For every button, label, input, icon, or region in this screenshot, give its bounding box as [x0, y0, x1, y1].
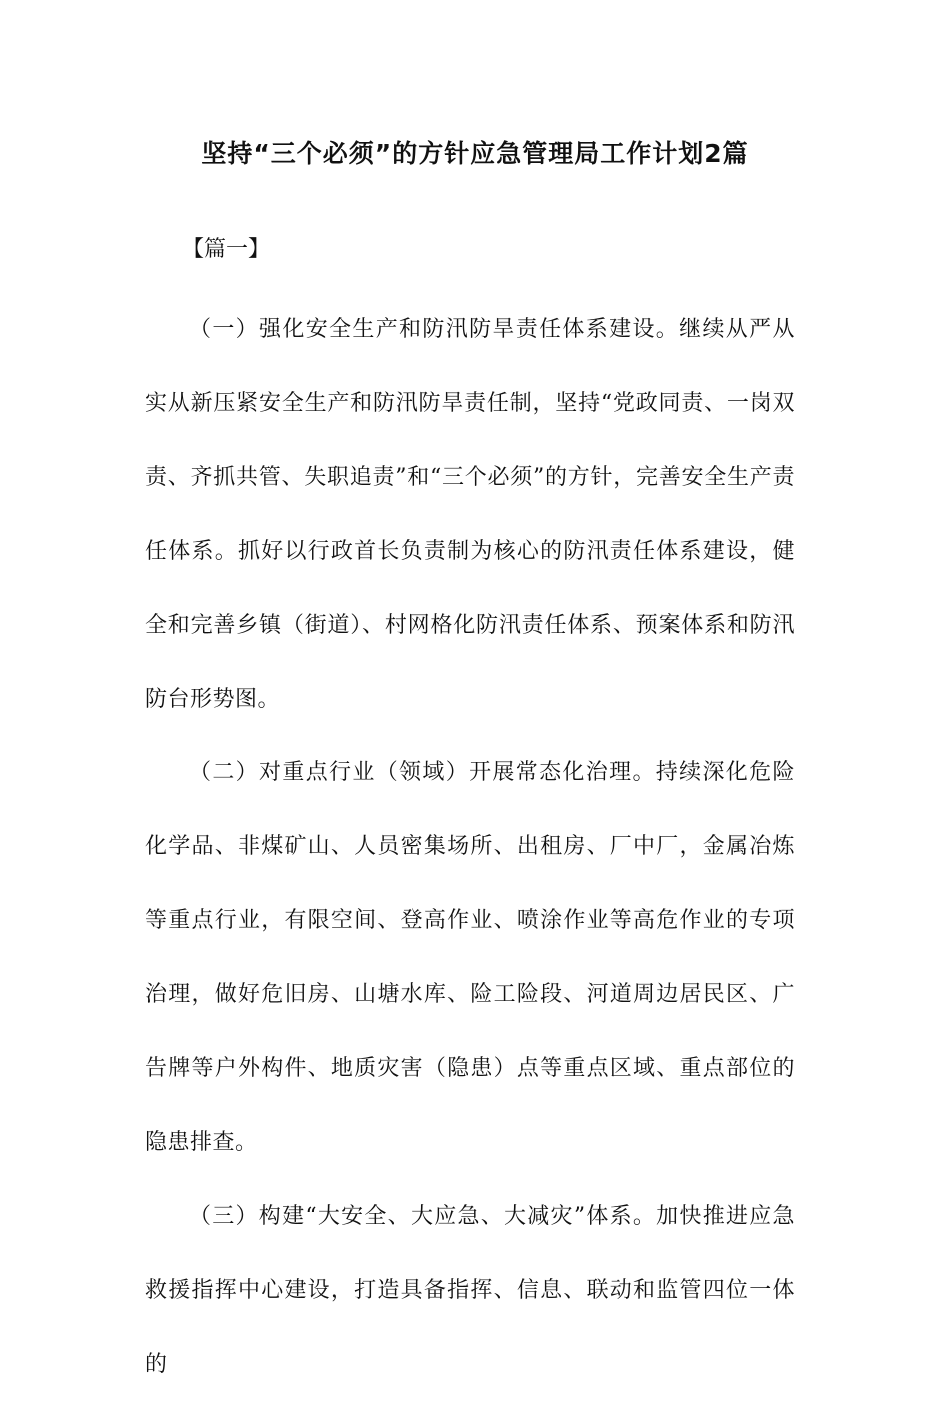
- section-label: 【篇一】: [182, 237, 271, 262]
- paragraph-1: （一）强化安全生产和防汛防旱责任体系建设。继续从严从实从新压紧安全生产和防汛防旱责任制，坚持“党政同责、一岗双责、齐抓共管、失职追责”和“三个必须”的方针，完善安全生产责任体系。抓好以行政首长负责制为核心的防汛责任体系建设，健全和完善乡镇（街道）、村网格化防汛责任体系、预案体系和防汛防台形势图。: [145, 317, 795, 712]
- document-title: 坚持“三个必须”的方针应急管理局工作计划2篇: [201, 139, 749, 168]
- paragraph-2: （二）对重点行业（领域）开展常态化治理。持续深化危险化学品、非煤矿山、人员密集场所、出租房、厂中厂，金属冶炼等重点行业，有限空间、登高作业、喷涂作业等高危作业的专项治理，做好危旧房、山塘水库、险工险段、河道周边居民区、广告牌等户外构件、地质灾害（隐患）点等重点区域、重点部位的隐患排查。: [145, 760, 795, 1155]
- paragraph-3: （三）构建“大安全、大应急、大减灾”体系。加快推进应急救援指挥中心建设，打造具备指挥、信息、联动和监管四位一体的: [145, 1203, 795, 1377]
- document-body: [145, 293, 795, 1402]
